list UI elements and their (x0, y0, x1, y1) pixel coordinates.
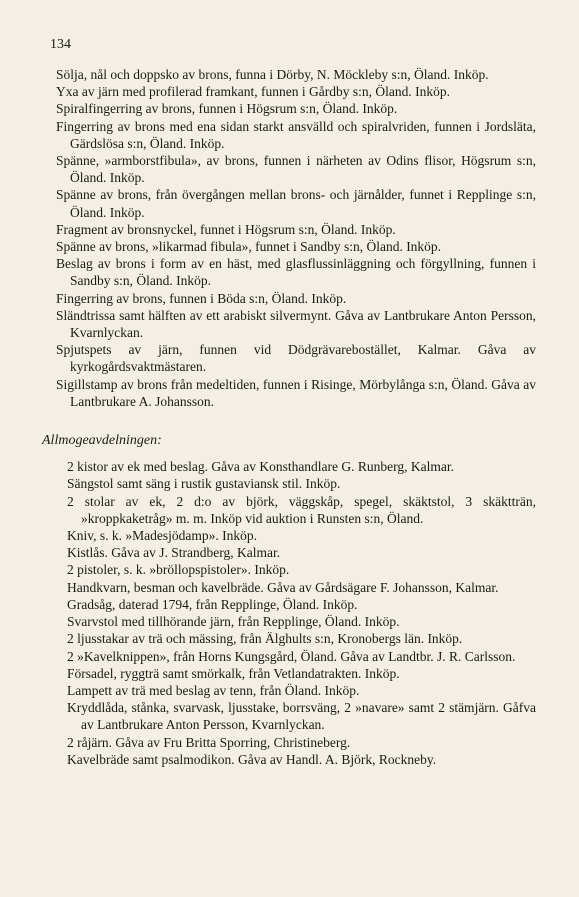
list-item: 2 pistoler, s. k. »bröllopspistoler». Inköp. (67, 562, 290, 578)
list-item: 2 kistor av ek med beslag. Gåva av Konsthandlare G. Runberg, Kalmar. (67, 459, 455, 475)
list-item: Kryddlåda, stånka, svarvask, ljusstake, borrsväng, 2 »navare» samt 2 stämjärn. Gåfva av Lantbrukare Anton Persson, Kvarnlyckan. (67, 700, 536, 733)
list-item: Fingerring av brons, funnen i Böda s:n, Öland. Inköp. (56, 290, 347, 306)
list-item: Beslag av brons i form av en häst, med glasflussinläggning och förgyllning, funnen i Sandby s:n, Öland. Inköp. (56, 256, 536, 289)
list-item: Spiralfingerring av brons, funnen i Högsrum s:n, Öland. Inköp. (56, 101, 398, 117)
page-body (42, 66, 536, 768)
list-item: 2 råjärn. Gåva av Fru Britta Sporring, Christineberg. (67, 734, 351, 750)
section-heading: Allmogeavdelningen: (42, 433, 162, 449)
list-item: Sländtrissa samt hälften av ett arabiskt silvermynt. Gåva av Lantbrukare Anton Persson, Kvarnlyckan. (56, 307, 536, 341)
list-item: Handkvarn, besman och kavelbräde. Gåva av Gårdsägare F. Johansson, Kalmar. (67, 579, 499, 595)
list-item: Kniv, s. k. »Madesjödamp». Inköp. (67, 528, 257, 544)
list-item: Spänne, »armborstfibula», av brons, funnen i närheten av Odins flisor, Högsrum s:n, Öland. Inköp. (56, 153, 536, 186)
list-item: Spänne av brons, »likarmad fibula», funnet i Sandby s:n, Öland. Inköp. (56, 239, 442, 255)
list-item: Spjutspets av järn, funnen vid Dödgrävarebostället, Kalmar. Gåva av kyrkogårdsvaktmästaren. (56, 342, 536, 375)
list-item: Svarvstol med tillhörande järn, från Repplinge, Öland. Inköp. (67, 614, 400, 630)
first-list (56, 66, 536, 410)
list-item: Sölja, nål och doppsko av brons, funna i Dörby, N. Möckleby s:n, Öland. Inköp. (56, 67, 489, 82)
second-list (56, 458, 536, 768)
list-item: Lampett av trä med beslag av tenn, från Öland. Inköp. (67, 682, 360, 698)
list-item: 2 stolar av ek, 2 d:o av björk, väggskåp, spegel, skäktstol, 3 skäktträn, »kroppkaketråg» m. m. Inköp vid auktion i Runsten s:n, Öland. (67, 493, 536, 526)
list-item: 2 ljusstakar av trä och mässing, från Älghults s:n, Kronobergs län. Inköp. (67, 631, 463, 647)
page-number: 134 (50, 37, 71, 52)
list-item: Kavelbräde samt psalmodikon. Gåva av Handl. A. Björk, Rockneby. (67, 751, 437, 767)
list-item: Yxa av järn med profilerad framkant, funnen i Gårdby s:n, Öland. Inköp. (56, 84, 451, 100)
list-item: Fragment av bronsnyckel, funnet i Högsrum s:n, Öland. Inköp. (56, 221, 396, 237)
list-item: Gradsåg, daterad 1794, från Repplinge, Öland. Inköp. (67, 596, 358, 612)
list-item: Sängstol samt säng i rustik gustaviansk stil. Inköp. (67, 476, 341, 492)
list-item: Fingerring av brons med ena sidan starkt ansvälld och spiralvriden, funnen i Jordsläta, Gärdslösa s:n, Öland. Inköp. (56, 118, 536, 151)
list-item: Försadel, ryggträ samt smörkalk, från Vetlandatrakten. Inköp. (67, 665, 400, 681)
list-item: Kistlås. Gåva av J. Strandberg, Kalmar. (67, 545, 281, 561)
list-item: Spänne av brons, från övergången mellan brons- och järnålder, funnet i Repplinge s:n, Öland. Inköp. (56, 187, 536, 220)
list-item: 2 »Kavelknippen», från Horns Kungsgård, Öland. Gåva av Landtbr. J. R. Carlsson. (67, 648, 516, 664)
list-item: Sigillstamp av brons från medeltiden, funnen i Risinge, Mörbylånga s:n, Öland. Gåva av Lantbrukare A. Johansson. (56, 376, 536, 409)
